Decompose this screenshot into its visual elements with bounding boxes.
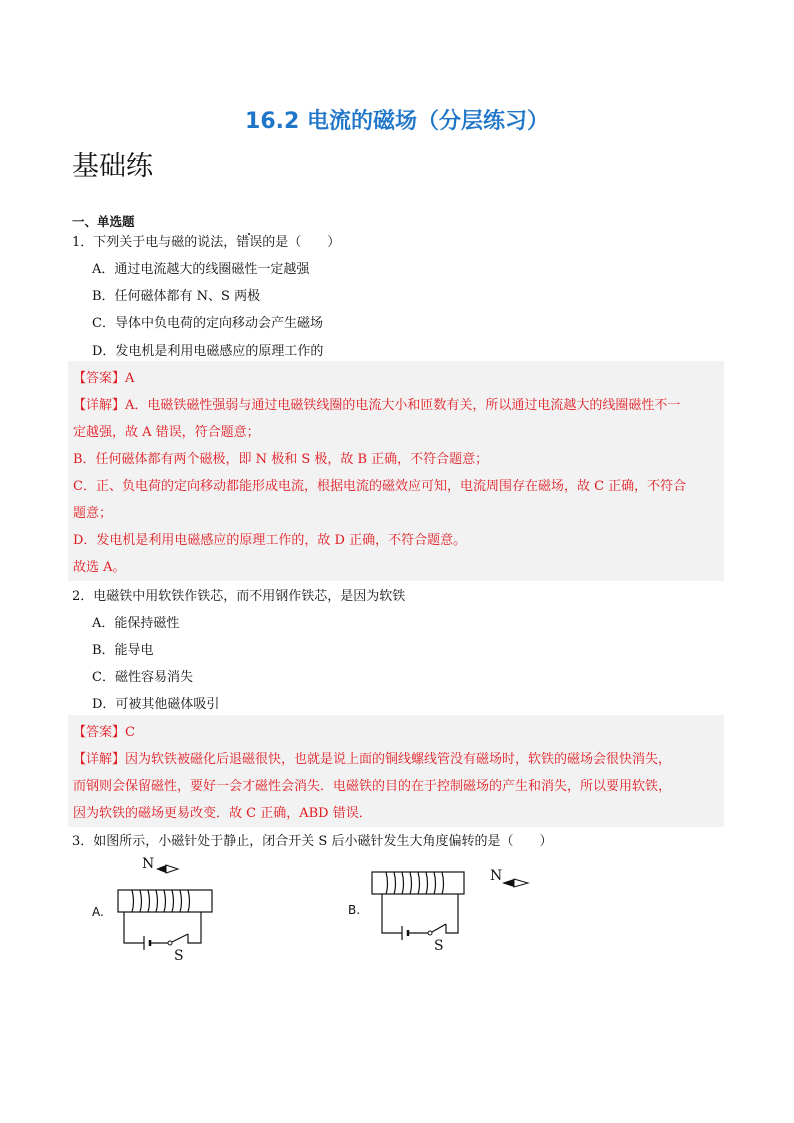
question-2-option-c: C．磁性容易消失 <box>92 670 193 685</box>
question-2-answer: 【答案】C <box>73 725 135 740</box>
question-3-stem: 3．如图所示，小磁针处于静止，闭合开关 S 后小磁针发生大角度偏转的是（ ） <box>72 834 553 849</box>
question-2-option-b: B．能导电 <box>92 643 154 658</box>
compass-needle-icon <box>156 865 178 873</box>
question-2-stem: 2．电磁铁中用软铁作铁芯，而不用钢作铁芯，是因为软铁 <box>72 589 406 604</box>
compass-needle-icon <box>502 879 528 887</box>
question-2-option-d: D．可被其他磁体吸引 <box>92 697 220 712</box>
solenoid-icon <box>118 890 212 912</box>
circuit-diagram-a <box>110 852 220 964</box>
question-1-option-b: B．任何磁体都有 N、S 两极 <box>92 289 261 304</box>
question-1-stem: 1．下列关于电与磁的说法，错误的是（ ） <box>72 235 341 250</box>
question-1-option-d: D．发电机是利用电磁感应的原理工作的 <box>92 344 324 359</box>
switch-s-label: S <box>174 948 184 964</box>
question-1-detail-line: 题意； <box>73 506 113 521</box>
switch-icon <box>428 924 446 935</box>
question-1-detail-line: B．任何磁体都有两个磁极，即 N 极和 S 极，故 B 正确，不符合题意； <box>73 452 489 467</box>
question-1-detail-line: 【详解】A．电磁铁磁性强弱与通过电磁铁线圈的电流大小和匝数有关，所以通过电流越大的线圈磁性不一 <box>73 398 681 413</box>
part-heading: 一、单选题 <box>72 214 135 229</box>
question-2-detail-line: 而钢则会保留磁性，要好一会才磁性会消失．电磁铁的目的在于控制磁场的产生和消失，所以要用软铁， <box>73 779 672 794</box>
page-title: 16.2 电流的磁场（分层练习） <box>245 109 549 134</box>
question-1-answer: 【答案】A <box>73 371 135 386</box>
question-1-detail-line: D．发电机是利用电磁感应的原理工作的，故 D 正确，不符合题意。 <box>73 533 467 548</box>
question-2-option-a: A．能保持磁性 <box>92 616 180 631</box>
question-1-detail-line: C．正、负电荷的定向移动都能形成电流，根据电流的磁效应可知，电流周围存在磁场，故 C 正确，不符合 <box>73 479 687 494</box>
needle-n-label: N <box>142 856 155 872</box>
question-1-option-c: C．导体中负电荷的定向移动会产生磁场 <box>92 316 323 331</box>
question-1-option-a: A．通过电流越大的线圈磁性一定越强 <box>92 262 310 277</box>
question-3-option-a-label: A. <box>92 905 104 919</box>
solenoid-icon <box>372 872 464 894</box>
question-2-answer-box <box>68 715 724 827</box>
needle-n-label: N <box>490 868 503 884</box>
switch-s-label: S <box>434 938 444 954</box>
circuit-diagram-b <box>368 862 538 956</box>
question-2-detail-line: 【详解】因为软铁被磁化后退磁很快，也就是说上面的铜线螺线管没有磁场时，软铁的磁场会很快消失， <box>73 752 672 767</box>
switch-icon <box>168 934 188 945</box>
section-heading: 基础练 <box>72 151 153 182</box>
question-3-option-b-label: B. <box>348 903 361 917</box>
question-1-detail-line: 定越强，故 A 错误，符合题意； <box>73 425 260 440</box>
question-1-answer-box <box>68 361 724 581</box>
battery-icon <box>402 926 408 940</box>
battery-icon <box>144 936 150 950</box>
question-2-detail-line: 因为软铁的磁场更易改变．故 C 正确，ABD 错误． <box>73 806 372 821</box>
question-1-detail-line: 故选 A。 <box>73 560 126 575</box>
emphasis-dotted-text: 错误 <box>236 235 263 250</box>
